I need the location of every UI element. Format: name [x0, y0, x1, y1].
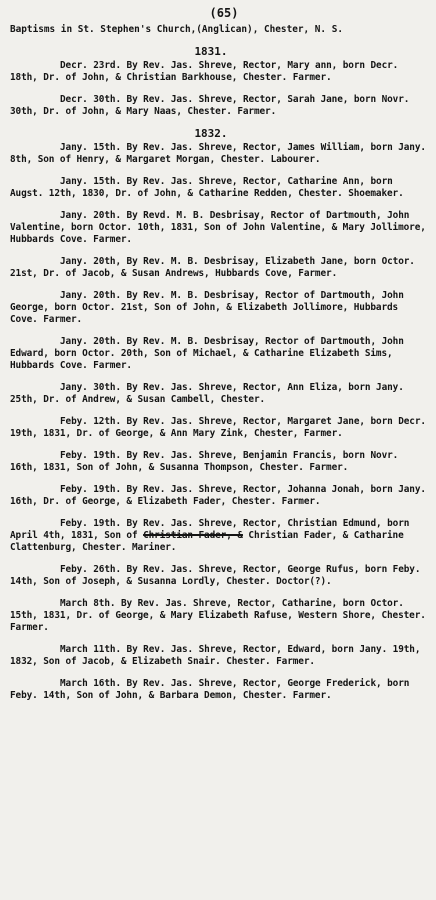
baptism-entry: Decr. 23rd. By Rev. Jas. Shreve, Rector, Mary ann, born Decr. 18th, Dr. of John, & Christian Barkhouse, Chester. Farmer. [10, 60, 399, 83]
baptism-entry [10, 518, 428, 554]
baptism-entry: March 8th. By Rev. Jas. Shreve, Rector, Catharine, born Octor. 15th, 1831, Dr. of George, & Mary Elizabeth Rafuse, Western Shore, Chester. Farmer. [10, 598, 426, 633]
baptism-entry: March 11th. By Rev. Jas. Shreve, Rector, Edward, born Jany. 19th, 1832, Son of Jacob, & Elizabeth Snair. Chester. Farmer. [10, 644, 421, 667]
year-heading-1832: 1832. [194, 127, 228, 140]
baptism-entry: Jany. 20th. By Revd. M. B. Desbrisay, Rector of Dartmouth, John Valentine, born Octor. 10th, 1831, Son of John Valentine, & Mary Jollimore, Hubbards Cove. Farmer. [10, 210, 426, 245]
baptism-entry: Feby. 19th. By Rev. Jas. Shreve, Benjamin Francis, born Novr. 16th, 1831, Son of John, & Susanna Thompson, Chester. Farmer. [10, 450, 399, 473]
document-header: Baptisms in St. Stephen's Church,(Anglican), Chester, N. S. [10, 24, 344, 35]
year-heading-1831: 1831. [194, 45, 228, 58]
baptism-entry: Jany. 30th. By Rev. Jas. Shreve, Rector, Ann Eliza, born Jany. 25th, Dr. of Andrew, & Susan Cambell, Chester. [10, 382, 404, 405]
baptism-entry: Jany. 15th. By Rev. Jas. Shreve, Rector, James William, born Jany. 8th, Son of Henry, & Margaret Morgan, Chester. Labourer. [10, 142, 426, 165]
page-number: (65) [209, 6, 239, 20]
baptism-entry: Feby. 12th. By Rev. Jas. Shreve, Rector, Margaret Jane, born Decr. 19th, 1831, Dr. of George, & Ann Mary Zink, Chester, Farmer. [10, 416, 426, 439]
baptism-entry: March 16th. By Rev. Jas. Shreve, Rector, George Frederick, born Feby. 14th, Son of John, & Barbara Demon, Chester. Farmer. [10, 678, 410, 701]
struck-through-text: Christian Fader, & [143, 530, 243, 541]
baptism-entry: Feby. 26th. By Rev. Jas. Shreve, Rector, George Rufus, born Feby. 14th, Son of Joseph, & Susanna Lordly, Chester. Doctor(?). [10, 564, 421, 587]
baptism-entry: Jany. 15th. By Rev. Jas. Shreve, Rector, Catharine Ann, born Augst. 12th, 1830, Dr. of John, & Catharine Redden, Chester. Shoemaker. [10, 176, 404, 199]
baptism-entry: Decr. 30th. By Rev. Jas. Shreve, Rector, Sarah Jane, born Novr. 30th, Dr. of John, & Mary Naas, Chester. Farmer. [10, 94, 410, 117]
baptism-entry: Feby. 19th. By Rev. Jas. Shreve, Rector, Johanna Jonah, born Jany. 16th, Dr. of George, & Elizabeth Fader, Chester. Farmer. [10, 484, 426, 507]
baptism-entry: Jany. 20th. By Rev. M. B. Desbrisay, Rector of Dartmouth, John Edward, born Octor. 20th, Son of Michael, & Catharine Elizabeth Sims, Hubbards Cove. Farmer. [10, 336, 404, 371]
baptism-entry: Jany. 20th, By Rev. M. B. Desbrisay, Elizabeth Jane, born Octor. 21st, Dr. of Jacob, & Susan Andrews, Hubbards Cove, Farmer. [10, 256, 415, 279]
entry-text: Feby. 19th. By Rev. Jas. Shreve, Rector, Christian Edmund, born April 4th, 1831, Son of [10, 518, 410, 541]
baptism-entry: Jany. 20th. By Rev. M. B. Desbrisay, Rector of Dartmouth, John George, born Octor. 21st, Son of John, & Elizabeth Jollimore, Hubbards Cove. Farmer. [10, 290, 404, 325]
entry-text: Christian Fader, & Catharine Clattenburg, Chester. Mariner. [10, 530, 404, 553]
